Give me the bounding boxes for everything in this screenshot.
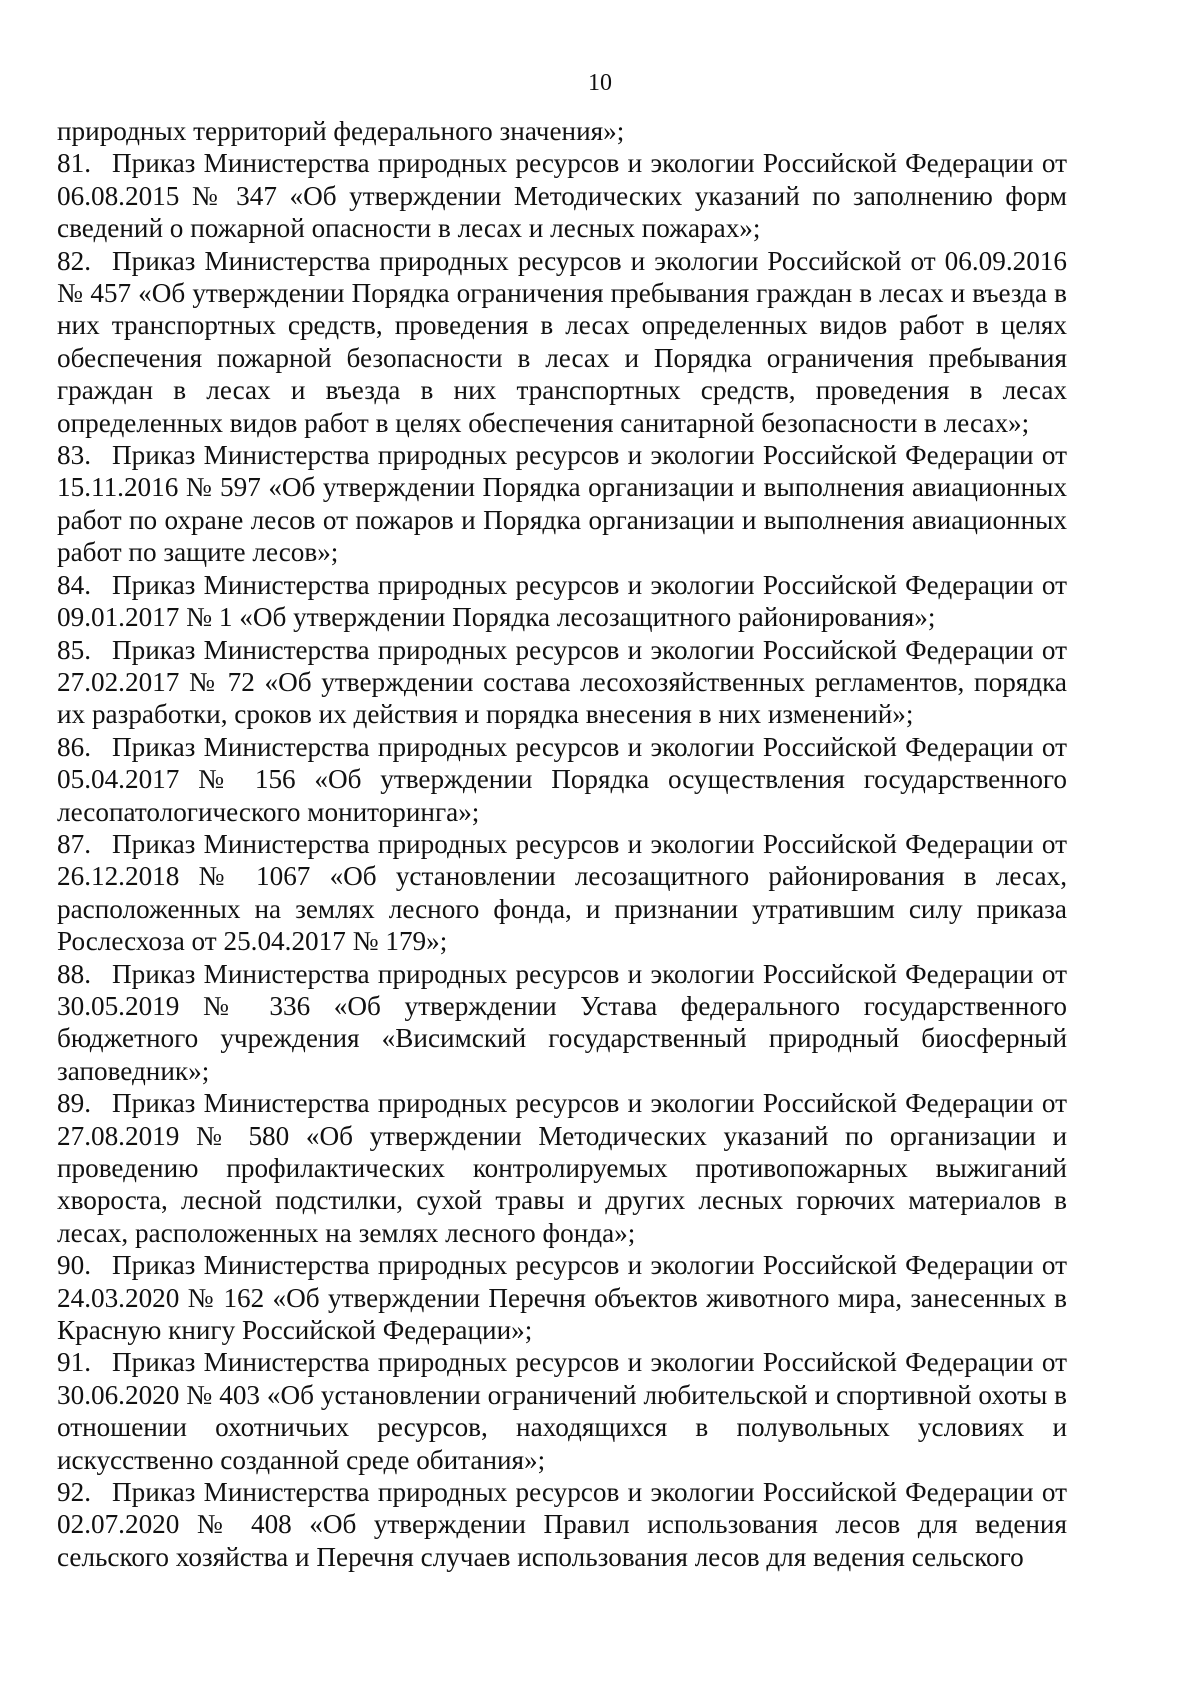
- item-number: 87.: [57, 828, 91, 859]
- item-text: Приказ Министерства природных ресурсов и экологии Российской Федерации от 24.03.2020 № 162 «Об утверждении Перечня объектов животного мира, занесенных в Красную книгу Российской Федерации»;: [57, 1250, 1067, 1346]
- list-item: [57, 1249, 1067, 1346]
- item-number: 89.: [57, 1088, 91, 1119]
- item-text: Приказ Министерства природных ресурсов и экологии Российской от 06.09.2016 № 457 «Об утверждении Порядка ограничения пребывания граждан в лесах и въезда в них транспортных средств, проведения в лесах определенных видов работ в целях обеспечения пожарной безопасности в лесах и Порядка ограничения пребывания граждан в лесах и въезда в них транспортных средств, проведения в лесах определенных видов работ в целях обеспечения санитарной безопасности в лесах»;: [57, 245, 1067, 438]
- item-number: 81.: [57, 148, 91, 179]
- item-text: Приказ Министерства природных ресурсов и экологии Российской Федерации от 30.06.2020 № 403 «Об установлении ограничений любительской и спортивной охоты в отношении охотничьих ресурсов, находящихся в полувольных условиях и искусственно созданной среде обитания»;: [57, 1347, 1067, 1475]
- item-number: 83.: [57, 440, 91, 471]
- list-item: [57, 569, 1067, 634]
- item-number: 86.: [57, 731, 91, 762]
- item-text: Приказ Министерства природных ресурсов и экологии Российской Федерации от 30.05.2019 № 336 «Об утверждении Устава федерального государственного бюджетного учреждения «Висимский государственный природный биосферный заповедник»;: [57, 958, 1067, 1086]
- item-number: 84.: [57, 569, 91, 600]
- list-item: [57, 828, 1067, 958]
- item-number: 85.: [57, 634, 91, 665]
- item-number: 82.: [57, 245, 91, 276]
- list-item: [57, 1346, 1067, 1476]
- list-item: [57, 731, 1067, 828]
- list-item: [57, 1087, 1067, 1249]
- list-item: [57, 958, 1067, 1088]
- item-number: 91.: [57, 1347, 91, 1378]
- item-text: Приказ Министерства природных ресурсов и экологии Российской Федерации от 27.02.2017 № 72 «Об утверждении состава лесохозяйственных регламентов, порядка их разработки, сроков их действия и порядка внесения в них изменений»;: [57, 634, 1067, 730]
- lead-paragraph: природных территорий федерального значения»;: [57, 116, 625, 146]
- list-item: [57, 439, 1067, 569]
- item-text: Приказ Министерства природных ресурсов и экологии Российской Федерации от 05.04.2017 № 156 «Об утверждении Порядка осуществления государственного лесопатологического мониторинга»;: [57, 731, 1067, 827]
- item-text: Приказ Министерства природных ресурсов и экологии Российской Федерации от 26.12.2018 № 1067 «Об установлении лесозащитного районирования в лесах, расположенных на землях лесного фонда, и признании утратившим силу приказа Рослесхоза от 25.04.2017 № 179»;: [57, 828, 1067, 957]
- list-item: [57, 634, 1067, 731]
- item-number: 90.: [57, 1250, 91, 1281]
- list-item: [57, 147, 1067, 244]
- page-number: 10: [588, 70, 612, 96]
- item-text: Приказ Министерства природных ресурсов и экологии Российской Федерации от 27.08.2019 № 580 «Об утверждении Методических указаний по организации и проведению профилактических контролируемых противопожарных выжиганий хвороста, лесной подстилки, сухой травы и других лесных горючих материалов в лесах, расположенных на землях лесного фонда»;: [57, 1088, 1067, 1248]
- item-text: Приказ Министерства природных ресурсов и экологии Российской Федерации от 06.08.2015 № 347 «Об утверждении Методических указаний по заполнению форм сведений о пожарной опасности в лесах и лесных пожарах»;: [57, 148, 1067, 244]
- item-text: Приказ Министерства природных ресурсов и экологии Российской Федерации от 09.01.2017 № 1 «Об утверждении Порядка лесозащитного районирования»;: [57, 569, 1067, 633]
- document-body: [57, 115, 1067, 1573]
- list-item: [57, 245, 1067, 439]
- item-number: 92.: [57, 1477, 91, 1508]
- item-number: 88.: [57, 958, 91, 989]
- item-text: Приказ Министерства природных ресурсов и экологии Российской Федерации от 02.07.2020 № 408 «Об утверждении Правил использования лесов для ведения сельского хозяйства и Перечня случаев использования лесов для ведения сельского: [57, 1477, 1067, 1572]
- item-text: Приказ Министерства природных ресурсов и экологии Российской Федерации от 15.11.2016 № 597 «Об утверждении Порядка организации и выполнения авиационных работ по охране лесов от пожаров и Порядка организации и выполнения авиационных работ по защите лесов»;: [57, 440, 1067, 568]
- list-item: [57, 1476, 1067, 1573]
